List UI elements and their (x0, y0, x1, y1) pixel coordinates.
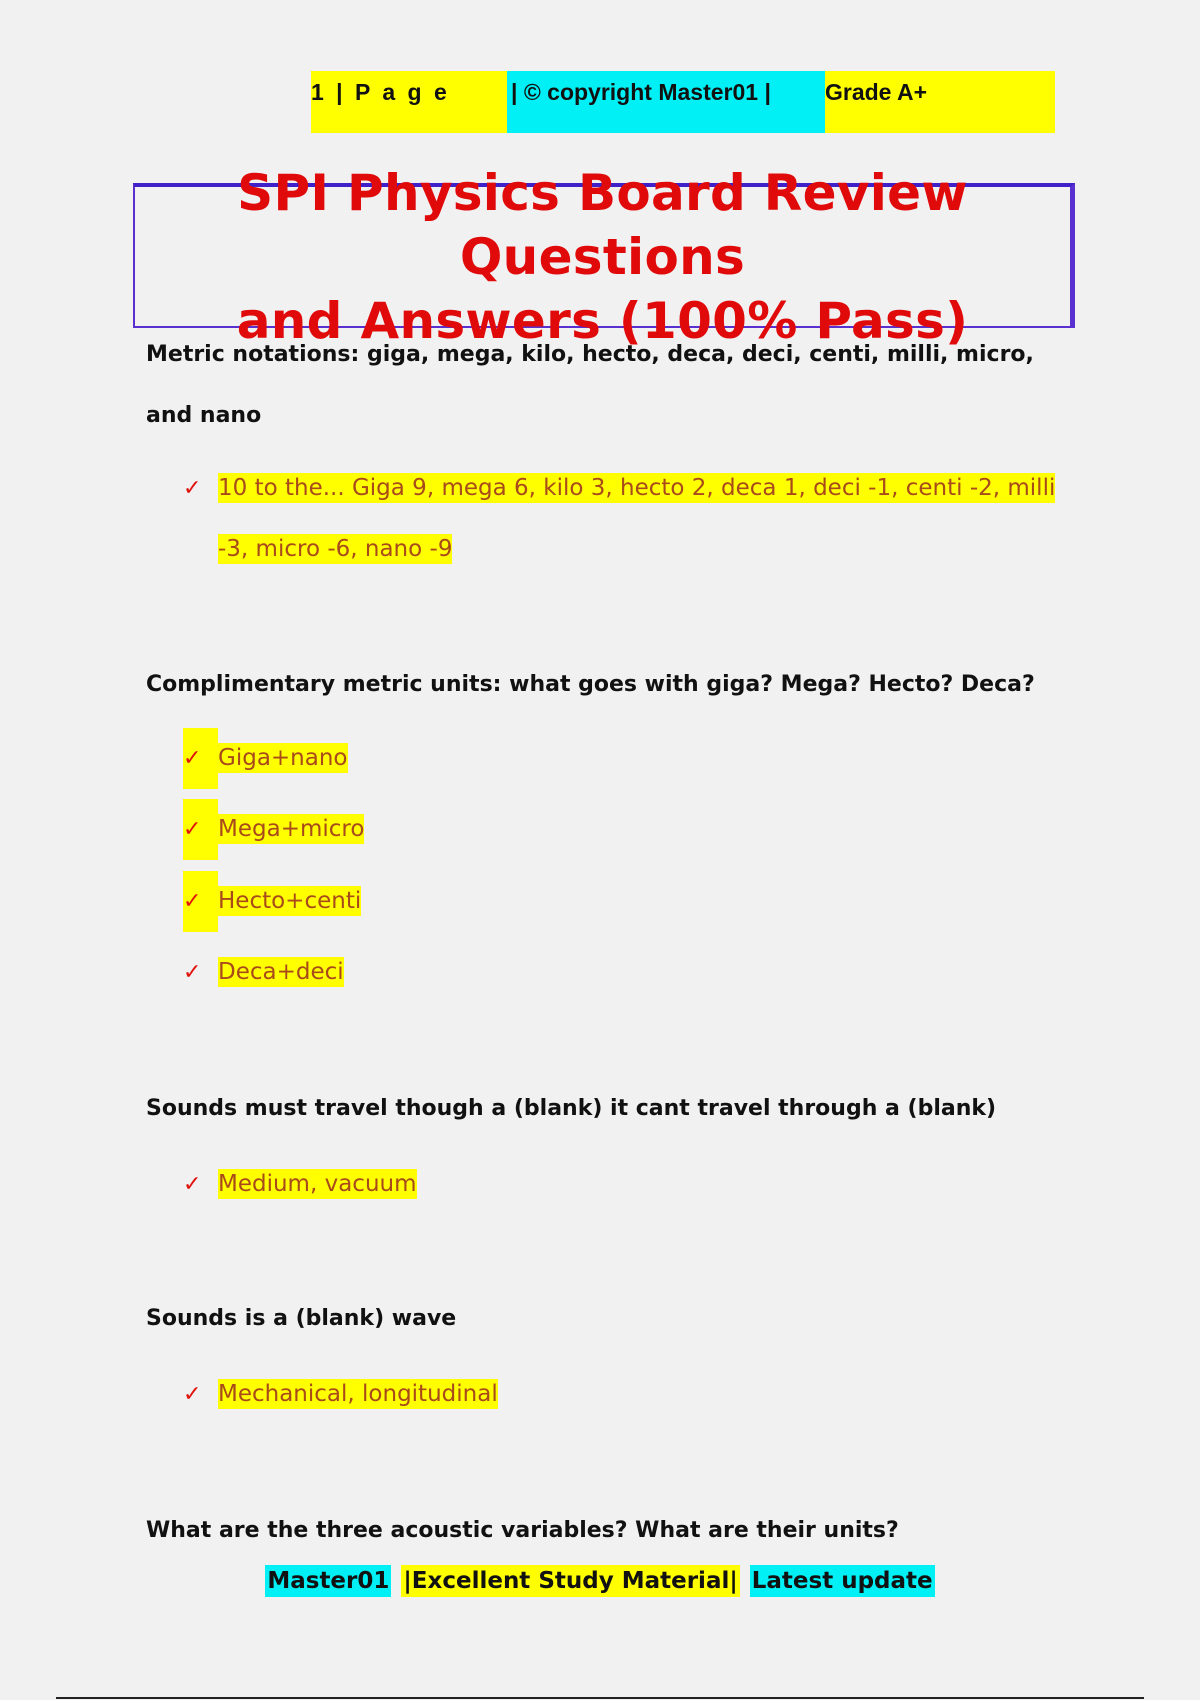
footer-update: Latest update (750, 1565, 935, 1597)
copyright-label: | © copyright Master01 | (507, 71, 825, 133)
grade-label: Grade A+ (825, 71, 1055, 133)
page-header (311, 71, 1055, 133)
answer-text: 10 to the... Giga 9, mega 6, kilo 3, hecto 2, deca 1, deci -1, centi -2, milli -3, micro -6, nano -9 (218, 475, 1056, 562)
page-footer (0, 1565, 1200, 1597)
question-5: What are the three acoustic variables? What are their units? (146, 1518, 899, 1543)
title-line-2: and Answers (100% Pass) (236, 291, 969, 350)
answer-text: Giga+nano (218, 745, 348, 771)
answer-2-1 (183, 728, 1063, 789)
checkmark-icon: ✓ (183, 960, 202, 985)
question-3: Sounds must travel though a (blank) it cant travel through a (blank) (146, 1096, 997, 1121)
title-box (133, 163, 1075, 350)
answer-text: Mega+micro (218, 816, 365, 842)
answer-2-4 (183, 942, 1063, 1003)
answer-4-1 (183, 1364, 1063, 1425)
answer-text: Hecto+centi (218, 888, 362, 914)
checkmark-icon: ✓ (183, 799, 218, 860)
footer-tagline: |Excellent Study Material| (401, 1565, 739, 1597)
page-number-label: 1 | P a g e (311, 71, 507, 133)
answer-text: Deca+deci (218, 959, 344, 985)
bottom-rule (56, 1697, 1144, 1699)
checkmark-icon: ✓ (183, 728, 218, 789)
question-2: Complimentary metric units: what goes with giga? Mega? Hecto? Deca? (146, 672, 1035, 697)
title-line-1: SPI Physics Board Review Questions (237, 163, 968, 286)
checkmark-icon: ✓ (183, 1382, 202, 1407)
answer-text: Mechanical, longitudinal (218, 1381, 498, 1407)
answer-text: Medium, vacuum (218, 1171, 417, 1197)
checkmark-icon: ✓ (183, 476, 202, 501)
checkmark-icon: ✓ (183, 871, 218, 932)
footer-author: Master01 (265, 1565, 391, 1597)
question-1: Metric notations: giga, mega, kilo, hecto, deca, deci, centi, milli, micro, and nano (146, 342, 1034, 428)
answer-2-2 (183, 799, 1063, 860)
checkmark-icon: ✓ (183, 1172, 202, 1197)
answer-3-1 (183, 1154, 1063, 1215)
answer-1-1 (183, 458, 1063, 580)
answer-2-3 (183, 871, 1063, 932)
question-4: Sounds is a (blank) wave (146, 1306, 457, 1331)
